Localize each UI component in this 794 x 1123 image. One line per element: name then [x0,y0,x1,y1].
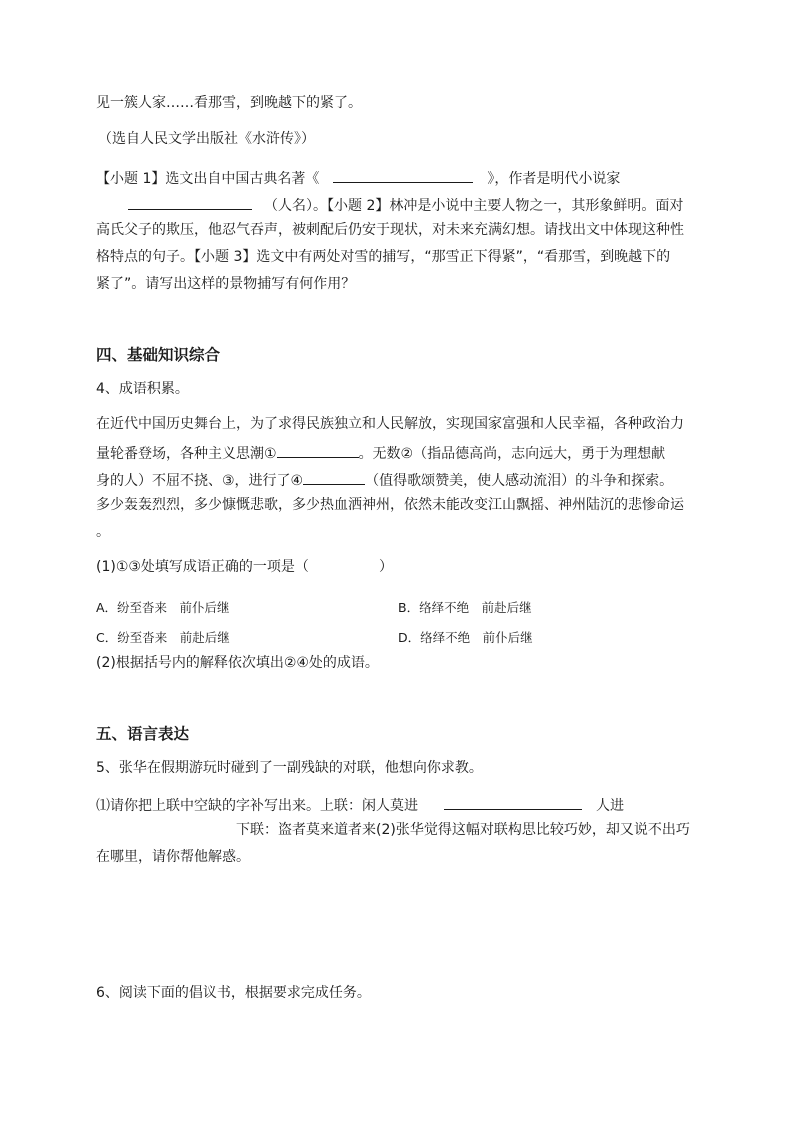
question-4-para-line-2 [96,443,665,462]
question-2-start: （人名）。【小题 2】林冲是小说中主要人物之一，其形象鲜明。面对 [264,198,684,214]
option-a[interactable]: A．纷至沓来 前仆后继 [96,600,230,615]
idiom-blank-1[interactable] [277,443,359,458]
question-1-mid: 》，作者是明代小说家 [487,171,621,187]
question-2-line-2: 高氏父子的欺压，他忍气吞声，被刺配后仍安于现状，对未来充满幻想。请找出文中体现这种性 [96,222,684,238]
question-4-para-line-1: 在近代中国历史舞台上，为了求得民族独立和人民解放，实现国家富强和人民幸福，各种政治力 [96,416,684,432]
option-d[interactable]: D．络绎不绝 前仆后继 [398,630,533,645]
sub-question-1 [96,559,393,575]
question-1-line-1 [96,168,620,187]
question-5-line-2: 下联：盗者莫来道者来(2)张华觉得这幅对联构思比较巧妙，却又说不出巧 [236,822,690,838]
book-title-blank[interactable] [333,168,473,183]
question-4-para-line-5: 。 [96,524,110,540]
section-4-heading: 四、基础知识综合 [96,346,221,364]
author-name-blank[interactable] [128,195,252,210]
question-4-para-line-3 [96,470,673,489]
couplet-prompt: ⑴请你把上联中空缺的字补写出来。上联：闲人莫进 [96,798,418,814]
passage-source: （选自人民文学出版社《水浒传》） [98,131,315,147]
para-2-end: 。无数②（指品德高尚，志向远大，勇于为理想献 [358,446,666,462]
sub-question-2: (2)根据括号内的解释依次填出②④处的成语。 [96,655,379,671]
sub-question-1-text: (1)①③处填写成语正确的一项是（ [96,559,309,575]
para-3-end: （值得歌颂赞美，使人感动流泪）的斗争和探索。 [365,473,674,489]
question-1-line-2 [128,195,683,214]
couplet-blank[interactable] [444,795,582,810]
question-6-title: 6、阅读下面的倡议书，根据要求完成任务。 [96,985,371,1001]
para-2-start: 量轮番登场，各种主义思潮① [96,446,277,462]
sub-question-1-close: ） [378,559,393,575]
couplet-suffix: 人进 [596,798,624,814]
question-4-para-line-4: 多少轰轰烈烈，多少慷慨悲歌，多少热血洒神州，依然未能改变江山飘摇、神州陆沉的悲惨命运 [96,497,684,513]
question-3-line-1: 格特点的句子。【小题 3】选文中有两处对雪的捕写，“那雪正下得紧”，“看那雪，到晚越下的 [96,249,671,265]
question-4-title: 4、成语积累。 [96,381,189,397]
question-5-title: 5、张华在假期游玩时碰到了一副残缺的对联，他想向你求教。 [96,760,483,776]
para-3-start: 身的人）不屈不挠、③，进行了④ [96,473,304,489]
idiom-blank-4[interactable] [303,470,365,485]
section-5-heading: 五、语言表达 [96,725,190,743]
passage-last-line: 见一簇人家……看那雪，到晚越下的紧了。 [96,95,362,111]
question-1-prefix: 【小题 1】选文出自中国古典名著《 [96,171,320,187]
question-5-line-3: 在哪里，请你帮他解惑。 [96,849,250,865]
option-b[interactable]: B．络绎不绝 前赴后继 [398,600,532,615]
option-c[interactable]: C．纷至沓来 前赴后继 [96,630,230,645]
question-5-sub-1 [96,795,624,814]
question-3-line-2: 紧了”。请写出这样的景物捕写有何作用？ [96,276,356,292]
